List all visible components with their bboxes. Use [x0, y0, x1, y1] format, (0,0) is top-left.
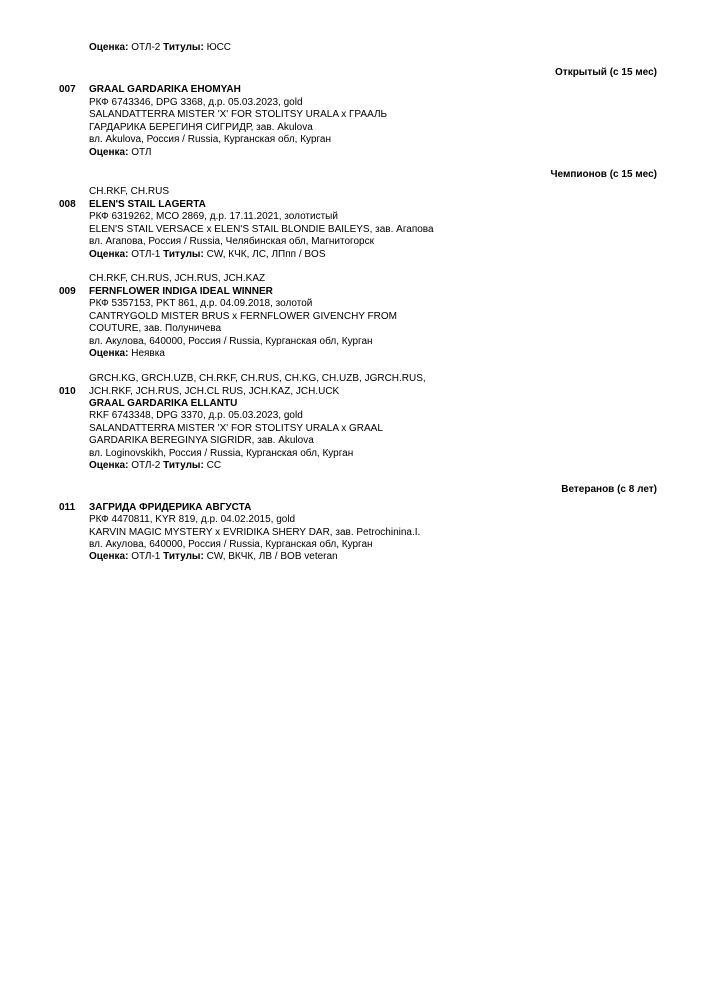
- dog-name: GRAAL GARDARIKA EHOMYAH: [89, 84, 241, 95]
- prev-entry-grade-line: [89, 42, 231, 55]
- grade-value: Неявка: [131, 348, 165, 359]
- registration-info: РКФ 4470811, KYR 819, д.р. 04.02.2015, gold: [89, 514, 296, 525]
- titles-label: Титулы:: [163, 460, 204, 471]
- entry-number: 011: [59, 502, 76, 513]
- grade-value: ОТЛ-1: [131, 249, 161, 260]
- grade-line: [89, 551, 338, 564]
- titles-label: Титулы:: [163, 551, 204, 562]
- parents-line-cont: COUTURE, зав. Полуничева: [89, 323, 222, 334]
- grade-label: Оценка:: [89, 348, 129, 359]
- registration-info: РКФ 6743346, DPG 3368, д.р. 05.03.2023, gold: [89, 97, 303, 108]
- parents-line: SALANDATTERRA MISTER 'X' FOR STOLITSY URALA x GRAAL: [89, 423, 383, 434]
- parents-line-cont: ГАРДАРИКА БЕРЕГИНЯ СИГРИДР, зав. Akulova: [89, 122, 313, 133]
- grade-label: Оценка:: [89, 551, 129, 562]
- parents-line: KARVIN MAGIC MYSTERY x EVRIDIKA SHERY DAR, зав. Petrochinina.I.: [89, 527, 421, 538]
- dog-name: FERNFLOWER INDIGA IDEAL WINNER: [89, 286, 273, 297]
- titles-value: CW, КЧК, ЛС, ЛПпп / BOS: [206, 249, 326, 260]
- grade-line: [89, 147, 151, 160]
- grade-value: ОТЛ-2: [131, 460, 161, 471]
- dog-name: ELEN'S STAIL LAGERTA: [89, 199, 206, 210]
- pre-titles-cont: JCH.RKF, JCH.RUS, JCH.CL RUS, JCH.KAZ, JCH.UCK: [89, 386, 340, 397]
- grade-label: Оценка:: [89, 147, 129, 158]
- parents-line-cont: GARDARIKA BEREGINYA SIGRIDR, зав. Akulova: [89, 435, 314, 446]
- grade-value: ОТЛ-1: [131, 551, 161, 562]
- grade-label: Оценка:: [89, 249, 129, 260]
- dog-name: ЗАГРИДА ФРИДЕРИКА АВГУСТА: [89, 502, 252, 513]
- owner-line: вл. Loginovskikh, Россия / Russia, Курганская обл, Курган: [89, 448, 354, 459]
- titles-value: СС: [206, 460, 222, 471]
- owner-line: вл. Akulova, Россия / Russia, Курганская обл, Курган: [89, 134, 332, 145]
- entry-number: 007: [59, 84, 76, 95]
- parents-line: CANTRYGOLD MISTER BRUS x FERNFLOWER GIVENCHY FROM: [89, 311, 397, 322]
- titles-value: ЮСС: [206, 42, 232, 53]
- grade-label: Оценка:: [89, 460, 129, 471]
- pre-titles: CH.RKF, CH.RUS, JCH.RUS, JCH.KAZ: [89, 273, 266, 284]
- grade-value: ОТЛ: [131, 147, 152, 158]
- registration-info: РКФ 5357153, PKT 861, д.р. 04.09.2018, золотой: [89, 298, 313, 309]
- pre-titles: CH.RKF, CH.RUS: [89, 186, 170, 197]
- grade-line: [89, 249, 326, 262]
- grade-line: [89, 348, 165, 361]
- titles-label: Титулы:: [163, 42, 204, 53]
- class-header-champions: Чемпионов (с 15 мес): [550, 169, 657, 180]
- entry-number: 008: [59, 199, 76, 210]
- registration-info: РКФ 6319262, МСО 2869, д.р. 17.11.2021, золотистый: [89, 211, 338, 222]
- owner-line: вл. Акулова, 640000, Россия / Russia, Курганская обл, Курган: [89, 539, 373, 550]
- entry-number: 009: [59, 286, 76, 297]
- grade-label: Оценка:: [89, 42, 129, 53]
- entry-number: 010: [59, 386, 76, 397]
- class-header-veterans: Ветеранов (с 8 лет): [561, 484, 657, 495]
- dog-name: GRAAL GARDARIKA ELLANTU: [89, 398, 238, 409]
- class-header-open: Открытый (с 15 мес): [555, 67, 657, 78]
- pre-titles: GRCH.KG, GRCH.UZB, CH.RKF, CH.RUS, CH.KG, CH.UZB, JGRCH.RUS,: [89, 373, 426, 384]
- parents-line: SALANDATTERRA MISTER 'X' FOR STOLITSY URALA x ГРААЛЬ: [89, 109, 388, 120]
- owner-line: вл. Акулова, 640000, Россия / Russia, Курганская обл, Курган: [89, 336, 373, 347]
- grade-line: [89, 460, 221, 473]
- registration-info: RKF 6743348, DPG 3370, д.р. 05.03.2023, gold: [89, 410, 303, 421]
- owner-line: вл. Агапова, Россия / Russia, Челябинская обл, Магнитогорск: [89, 236, 374, 247]
- parents-line: ELEN'S STAIL VERSACE x ELEN'S STAIL BLONDIE BAILEYS, зав. Агапова: [89, 224, 434, 235]
- grade-value: ОТЛ-2: [131, 42, 161, 53]
- titles-value: CW, ВКЧК, ЛВ / BOB veteran: [206, 551, 338, 562]
- titles-label: Титулы:: [163, 249, 204, 260]
